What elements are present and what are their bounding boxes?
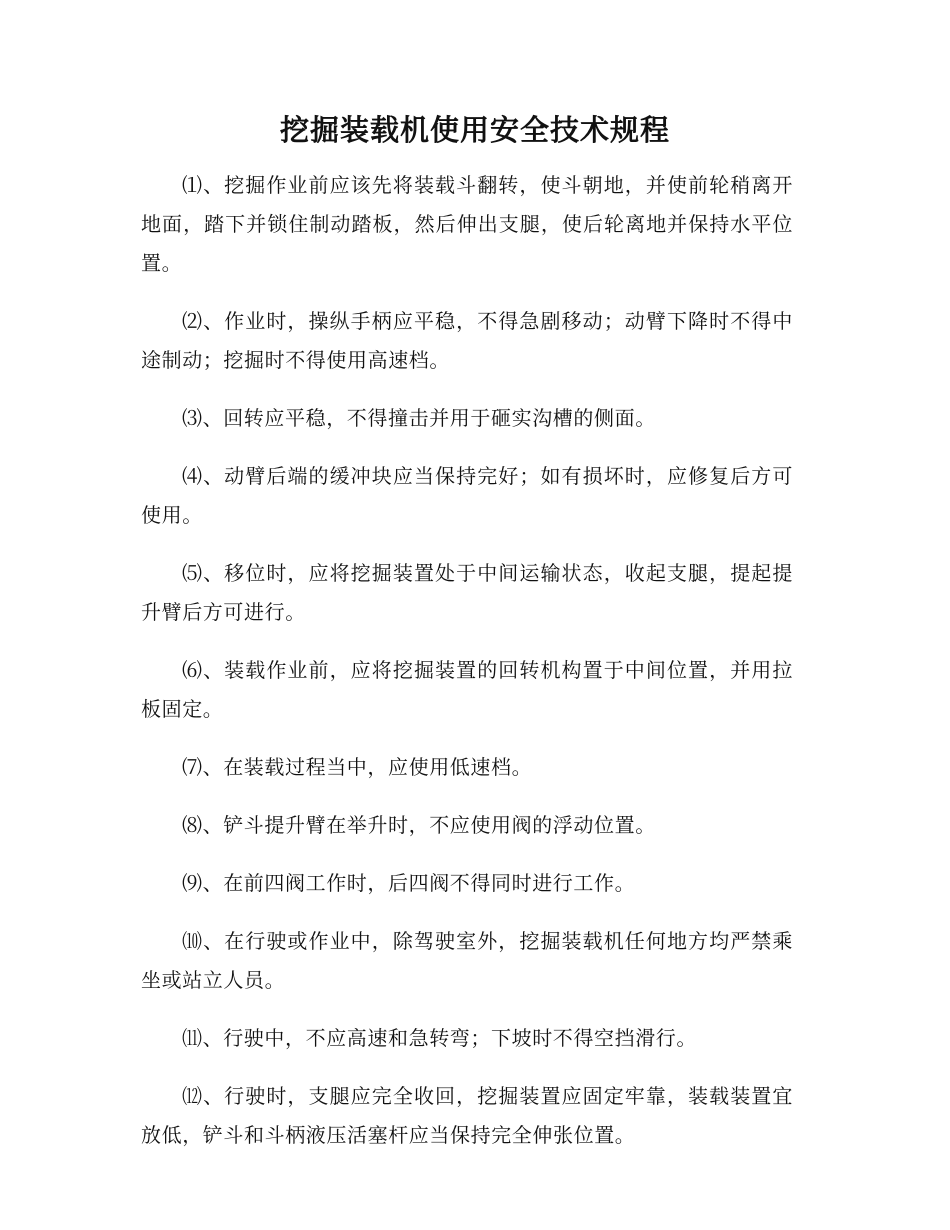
paragraph-1: ⑴、挖掘作业前应该先将装载斗翻转，使斗朝地，并使前轮稍离开地面，踏下并锁住制动踏板，然后伸出支腿，使后轮离地并保持水平位置。 — [141, 173, 793, 275]
paragraph-5: ⑸、移位时，应将挖掘装置处于中间运输状态，收起支腿，提起提升臂后方可进行。 — [141, 561, 793, 624]
paragraph-10: ⑽、在行驶或作业中，除驾驶室外，挖掘装载机任何地方均严禁乘坐或站立人员。 — [141, 929, 793, 992]
paragraph-11: ⑾、行驶中，不应高速和急转弯；下坡时不得空挡滑行。 — [182, 1026, 697, 1050]
paragraph-2: ⑵、作业时，操纵手柄应平稳，不得急剧移动；动臂下降时不得中途制动；挖掘时不得使用高速档。 — [141, 309, 793, 372]
document-title: 挖掘装载机使用安全技术规程 — [279, 113, 670, 147]
paragraph-9: ⑼、在前四阀工作时，后四阀不得同时进行工作。 — [182, 871, 636, 895]
paragraph-8: ⑻、铲斗提升臂在举升时，不应使用阀的浮动位置。 — [182, 813, 656, 837]
document-body — [141, 166, 793, 1174]
paragraph-4: ⑷、动臂后端的缓冲块应当保持完好；如有损坏时，应修复后方可使用。 — [141, 464, 793, 527]
paragraph-6: ⑹、装载作业前，应将挖掘装置的回转机构置于中间位置，并用拉板固定。 — [141, 658, 793, 721]
paragraph-12: ⑿、行驶时，支腿应完全收回，挖掘装置应固定牢靠，装载装置宜放低，铲斗和斗柄液压活塞杆应当保持完全伸张位置。 — [141, 1084, 793, 1147]
paragraph-7: ⑺、在装载过程当中，应使用低速档。 — [182, 755, 533, 779]
paragraph-3: ⑶、回转应平稳，不得撞击并用于砸实沟槽的侧面。 — [182, 406, 656, 430]
